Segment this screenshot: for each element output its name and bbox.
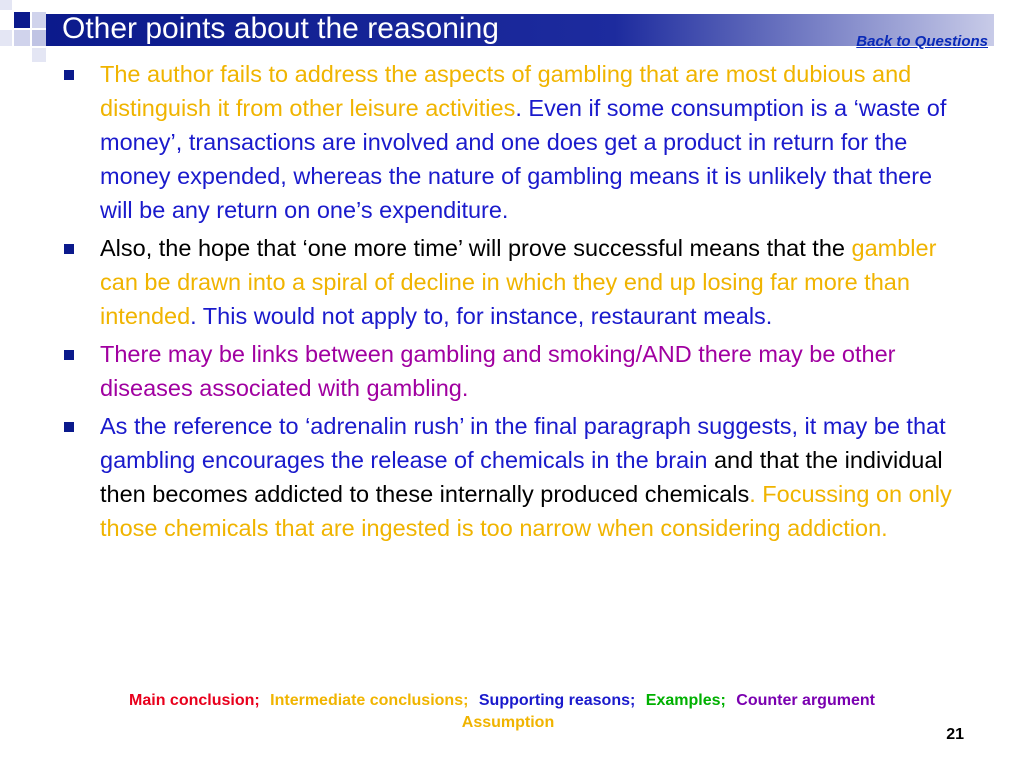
decorative-square <box>14 12 30 28</box>
bullet-item <box>62 409 970 545</box>
bullet-text-segment: The author fails to address the aspects of gambling that are most dubious and distinguish it from other leisure activities <box>100 61 912 121</box>
color-legend <box>0 690 1004 712</box>
decorative-square <box>0 30 12 46</box>
square-bullet-icon <box>64 244 74 254</box>
legend-supporting-reasons: Supporting reasons; <box>478 692 636 709</box>
decorative-square <box>32 48 46 62</box>
bullet-text-segment: and that the individual then becomes addicted to these internally produced chemicals <box>100 447 943 507</box>
legend-counter-argument: Counter argument <box>736 692 875 709</box>
bullet-text-segment: . This would not apply to, for instance, restaurant meals. <box>190 303 773 329</box>
page-number: 21 <box>946 726 964 743</box>
bullet-item <box>62 337 970 405</box>
decorative-square <box>0 0 12 10</box>
page-title: Other points about the reasoning <box>62 12 499 45</box>
bullet-text-segment: gambler can be drawn into a spiral of decline in which they end up losing far more than intended <box>100 235 937 329</box>
bullet-item <box>62 57 970 227</box>
bullet-text-segment: . Even if some consumption is a ‘waste of money’, transactions are involved and one does get a product in return for the money expended, whereas the nature of gambling means it is unlikely that there will be any return on one’s expenditure. <box>100 95 947 223</box>
bullet-text-segment: . Focussing on only those chemicals that are ingested is too narrow when considering addiction. <box>100 481 952 541</box>
back-to-questions-link[interactable]: Back to Questions <box>856 33 988 50</box>
decorative-square <box>14 30 30 46</box>
legend-examples: Examples; <box>645 692 726 709</box>
square-bullet-icon <box>64 350 74 360</box>
legend-assumption: Assumption <box>461 714 555 731</box>
square-bullet-icon <box>64 422 74 432</box>
square-bullet-icon <box>64 70 74 80</box>
bullet-text-segment: As the reference to ‘adrenalin rush’ in the final paragraph suggests, it may be that gambling encourages the release of chemicals in the brain <box>100 413 946 473</box>
decorative-square <box>32 12 46 28</box>
bullet-text-segment: Also, the hope that ‘one more time’ will prove successful means that the <box>100 235 852 261</box>
bullet-list <box>62 57 970 549</box>
bullet-item <box>62 231 970 333</box>
decorative-square <box>32 30 46 46</box>
legend-main-conclusion: Main conclusion; <box>129 692 260 709</box>
legend-intermediate-conclusions: Intermediate conclusions; <box>270 692 469 709</box>
bullet-text-segment: There may be links between gambling and smoking/AND there may be other diseases associated with gambling. <box>100 341 896 401</box>
legend-row-2 <box>0 714 1016 732</box>
